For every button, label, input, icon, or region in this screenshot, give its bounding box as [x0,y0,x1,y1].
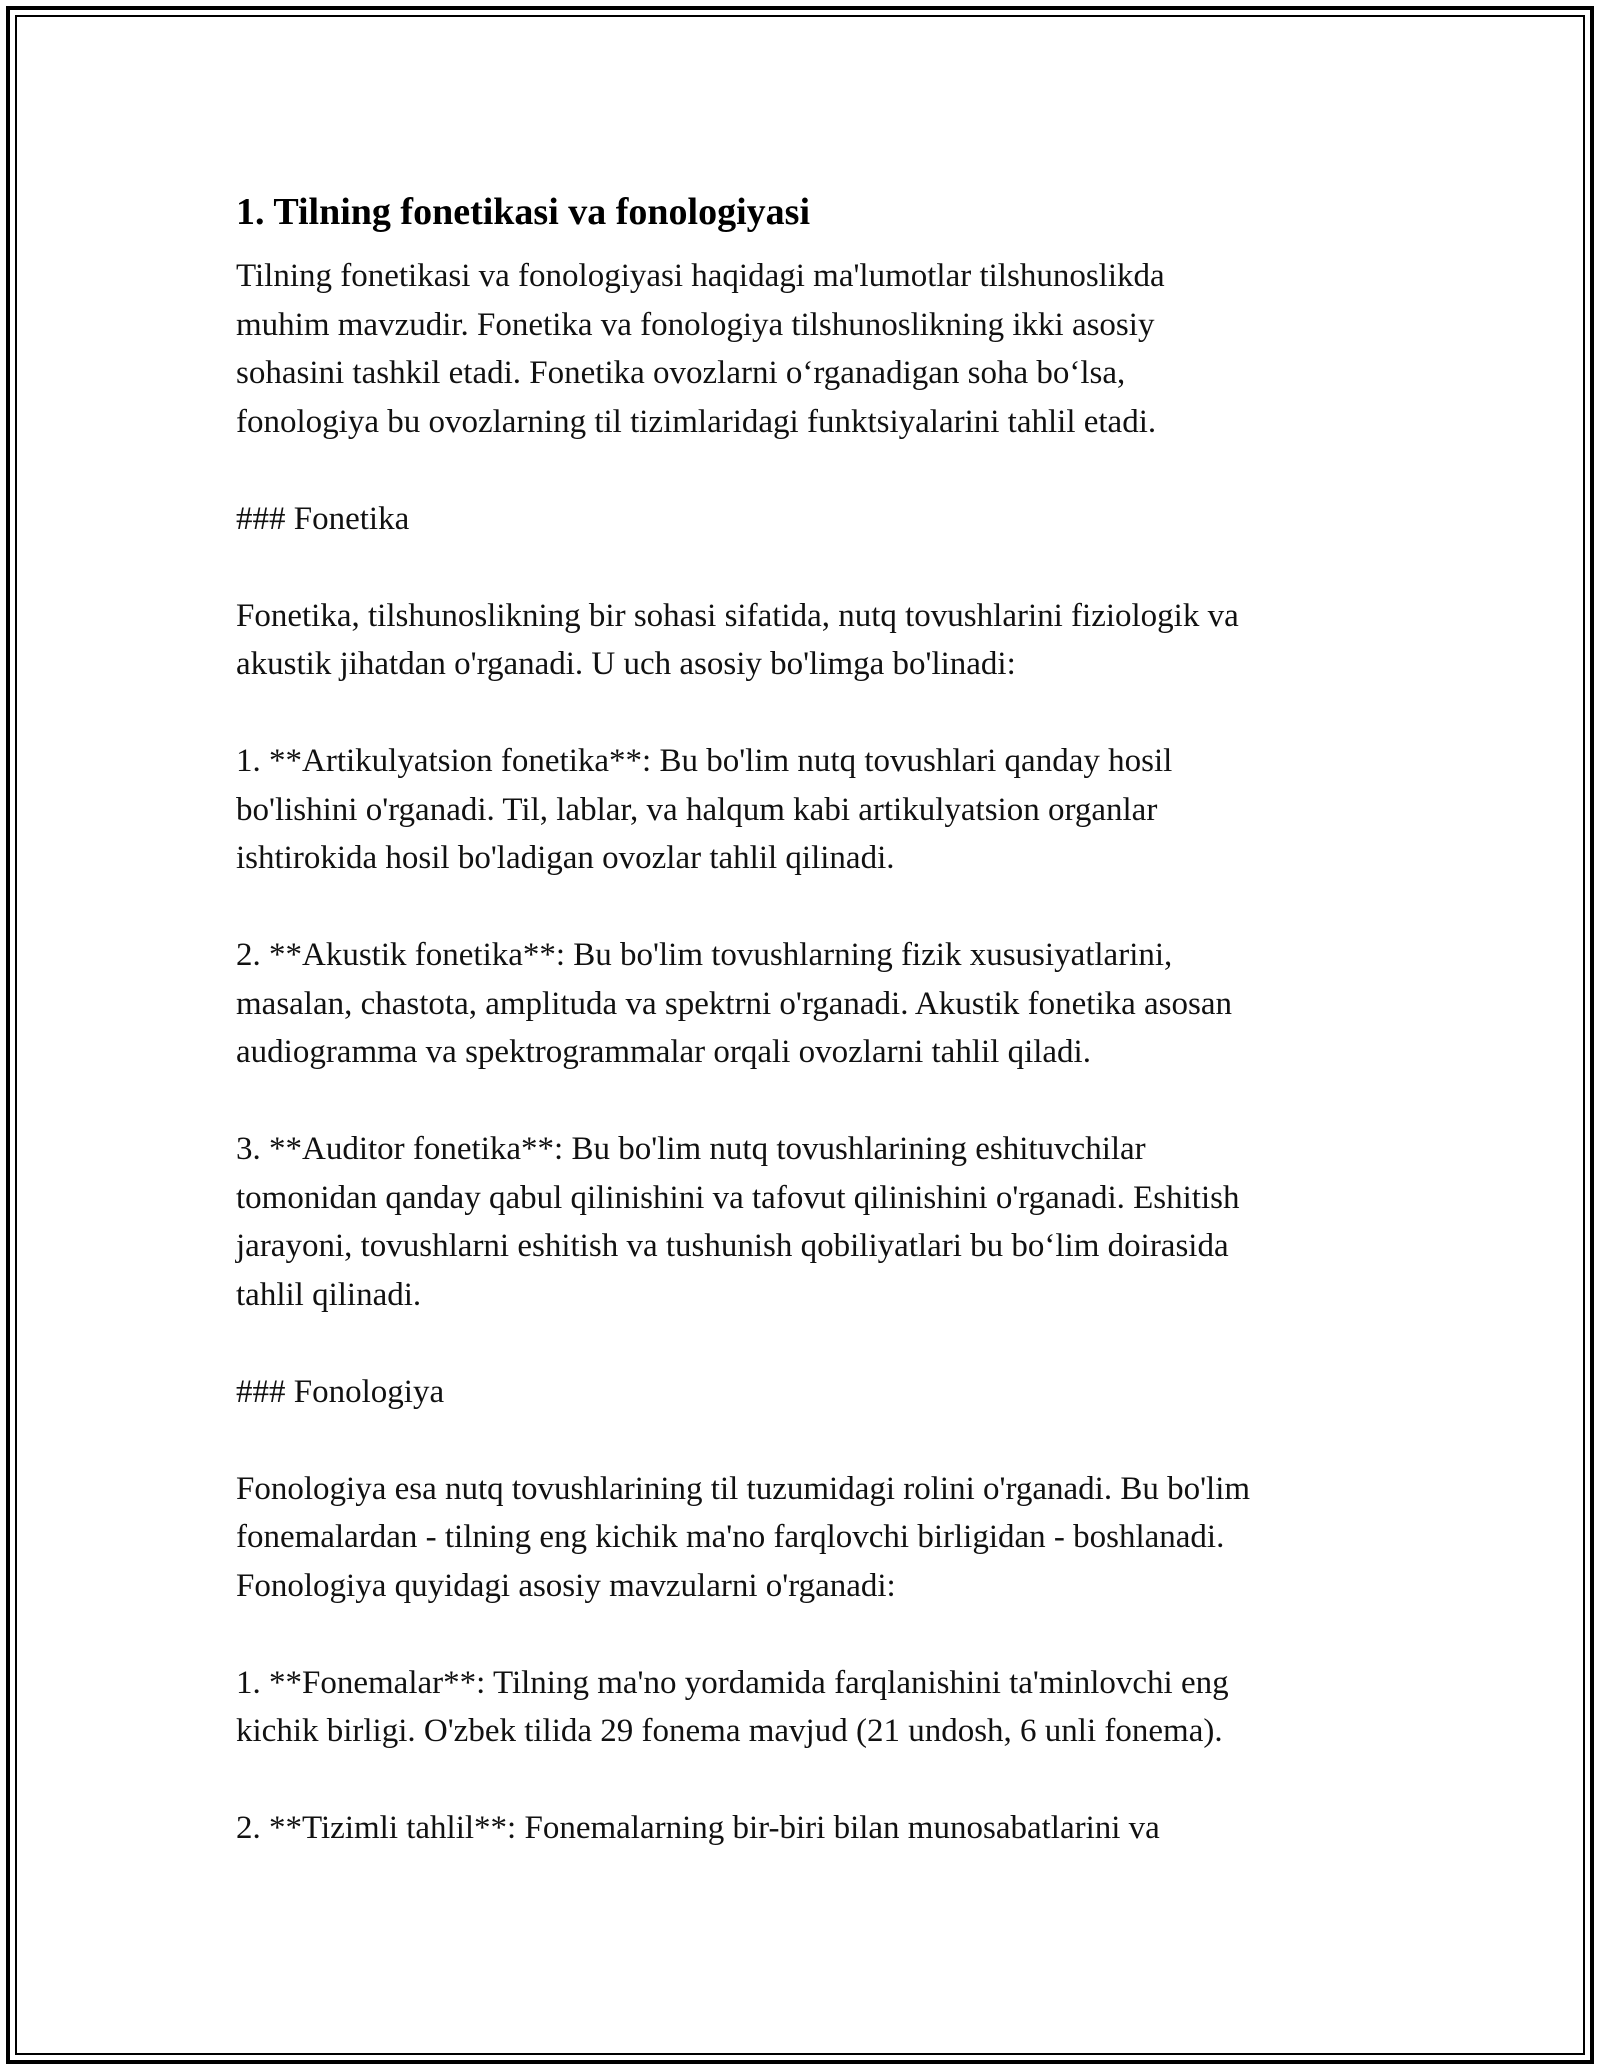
list-item-akustik: 2. **Akustik fonetika**: Bu bo'lim tovushlarning fizik xususiyatlarini, masalan, chastota, amplituda va spektrni o'rganadi. Akustik fonetika asosan audiogramma va spektrogrammalar orqali ovozlarni tahlil qiladi. [236,937,1233,1070]
section-heading-fonetika: ### Fonetika [236,500,410,537]
fonologiya-paragraph: Fonologiya esa nutq tovushlarining til tuzumidagi rolini o'rganadi. Bu bo'lim fonemalardan - tilning eng kichik ma'no farqlovchi birligidan - boshlanadi. Fonologiya quyidagi asosiy mavzularni o'rganadi: [236,1470,1251,1604]
list-item-artikulyatsion: 1. **Artikulyatsion fonetika**: Bu bo'lim nutq tovushlari qanday hosil bo'lishini o'rganadi. Til, lablar, va halqum kabi artikulyatsion organlar ishtirokida hosil bo'ladigan ovozlar tahlil qilinadi. [236,743,1173,876]
intro-paragraph: Tilning fonetikasi va fonologiyasi haqidagi ma'lumotlar tilshunoslikda muhim mavzudir. Fonetika va fonologiya tilshunoslikning ikki asosiy sohasini tashkil etadi. Fonetika ovozlarni o‘rganadigan soha bo‘lsa, fonologiya bu ovozlarning til tizimlaridagi funktsiyalarini tahlil etadi. [236,258,1165,440]
list-item-auditor: 3. **Auditor fonetika**: Bu bo'lim nutq tovushlarining eshituvchilar tomonidan qanday qabul qilinishini va tafovut qilinishini o'rganadi. Eshitish jarayoni, tovushlarni eshitish va tushunish qobiliyatlari bu bo‘lim doirasida tahlil qilinadi. [236,1131,1240,1313]
list-item-fonemalar: 1. **Fonemalar**: Tilning ma'no yordamida farqlanishini ta'minlovchi eng kichik birligi. O'zbek tilida 29 fonema mavjud (21 undosh, 6 unli fonema). [236,1664,1229,1749]
fonetika-paragraph: Fonetika, tilshunoslikning bir sohasi sifatida, nutq tovushlarini fiziologik va akustik jihatdan o'rganadi. U uch asosiy bo'limga bo'linadi: [236,597,1239,682]
document-title: 1. Tilning fonetikasi va fonologiyasi [236,191,811,233]
document-body [236,186,1386,1901]
section-heading-fonologiya: ### Fonologiya [236,1373,445,1410]
list-item-tizimli-tahlil: 2. **Tizimli tahlil**: Fonemalarning bir-biri bilan munosabatlarini va [236,1810,1160,1846]
